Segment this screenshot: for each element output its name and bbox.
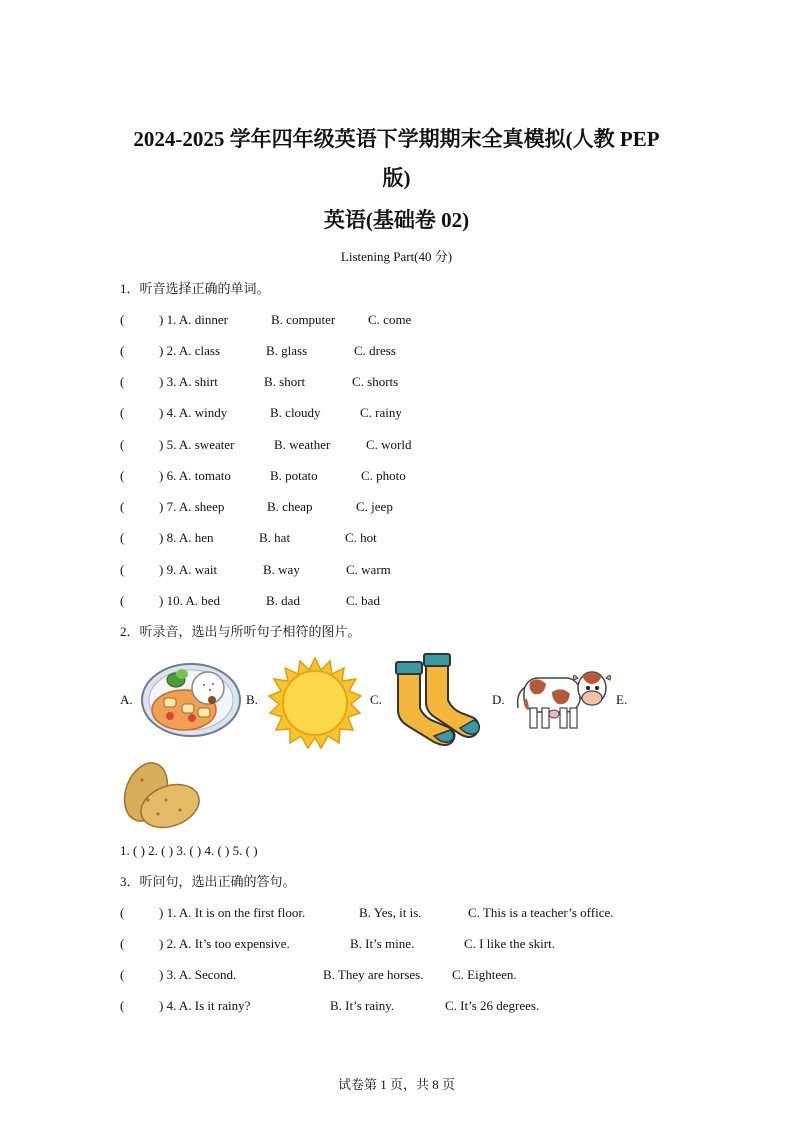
- option-a: ) 2. A. It’s too expensive.: [159, 936, 290, 951]
- image-label-d: D.: [492, 692, 505, 707]
- answer-bracket: (: [120, 405, 125, 420]
- answer-bracket: (: [120, 936, 125, 951]
- option-a: ) 1. A. It is on the first floor.: [159, 905, 306, 920]
- image-label-c: C.: [370, 692, 382, 707]
- page-footer: 试卷第 1 页，共 8 页: [337, 1077, 455, 1092]
- option-c: C. I like the skirt.: [464, 936, 555, 951]
- answer-bracket: (: [120, 312, 125, 327]
- answer-bracket: (: [120, 967, 125, 982]
- exam-title-line-2: 版): [382, 166, 411, 190]
- option-b: B. It’s rainy.: [330, 998, 395, 1013]
- listening-part-subtitle: Listening Part(40 分): [340, 249, 453, 264]
- answer-bracket: (: [120, 437, 125, 452]
- option-a: ) 3. A. shirt: [159, 374, 218, 389]
- image-label-a: A.: [120, 692, 133, 707]
- option-a: ) 4. A. Is it rainy?: [159, 998, 251, 1013]
- option-a: ) 10. A. bed: [159, 593, 221, 608]
- option-c: C. bad: [346, 593, 380, 608]
- option-c: C. come: [368, 312, 412, 327]
- option-b: B. short: [264, 374, 306, 389]
- answer-bracket: (: [120, 374, 125, 389]
- option-c: C. This is a teacher’s office.: [468, 905, 614, 920]
- option-b: B. Yes, it is.: [359, 905, 422, 920]
- option-b: B. cloudy: [270, 405, 321, 420]
- potatoes-icon: [118, 760, 202, 832]
- section-2-heading: 2．听录音，选出与所听句子相符的图片。: [120, 624, 361, 639]
- option-a: ) 1. A. dinner: [159, 312, 228, 327]
- answer-bracket: (: [120, 998, 125, 1013]
- image-label-e: E.: [616, 692, 628, 707]
- option-c: C. shorts: [352, 374, 399, 389]
- option-b: B. way: [263, 562, 300, 577]
- answer-bracket: (: [120, 562, 125, 577]
- exam-title-line-3: 英语(基础卷 02): [323, 208, 470, 232]
- option-a: ) 7. A. sheep: [159, 499, 225, 514]
- option-a: ) 6. A. tomato: [159, 468, 231, 483]
- section-1-heading: 1．听音选择正确的单词。: [120, 281, 270, 296]
- socks-icon: [390, 652, 482, 748]
- image-answer-blanks: 1. ( ) 2. ( ) 3. ( ) 4. ( ) 5. ( ): [120, 843, 258, 858]
- answer-bracket: (: [120, 593, 125, 608]
- option-c: C. world: [366, 437, 412, 452]
- food-plate-icon: [140, 660, 242, 738]
- option-a: ) 5. A. sweater: [159, 437, 235, 452]
- option-a: ) 4. A. windy: [159, 405, 228, 420]
- option-a: ) 9. A. wait: [159, 562, 218, 577]
- option-c: C. photo: [361, 468, 406, 483]
- option-a: ) 3. A. Second.: [159, 967, 237, 982]
- sun-icon: [268, 656, 362, 750]
- option-b: B. cheap: [267, 499, 313, 514]
- section-3-heading: 3．听问句，选出正确的答句。: [120, 874, 296, 889]
- option-c: C. rainy: [360, 405, 402, 420]
- exam-title-line-1: 2024-2025 学年四年级英语下学期期末全真模拟(人教 PEP: [133, 127, 660, 151]
- option-b: B. It’s mine.: [350, 936, 415, 951]
- answer-bracket: (: [120, 343, 125, 358]
- answer-bracket: (: [120, 499, 125, 514]
- answer-bracket: (: [120, 905, 125, 920]
- option-c: C. jeep: [356, 499, 393, 514]
- answer-bracket: (: [120, 530, 125, 545]
- option-c: C. It’s 26 degrees.: [445, 998, 540, 1013]
- option-b: B. hat: [259, 530, 291, 545]
- option-b: B. dad: [266, 593, 300, 608]
- option-b: B. They are horses.: [323, 967, 424, 982]
- answer-bracket: (: [120, 468, 125, 483]
- image-label-b: B.: [246, 692, 258, 707]
- option-c: C. dress: [354, 343, 396, 358]
- option-b: B. weather: [274, 437, 331, 452]
- cow-icon: [512, 664, 612, 734]
- option-b: B. computer: [271, 312, 336, 327]
- option-a: ) 2. A. class: [159, 343, 221, 358]
- option-c: C. hot: [345, 530, 377, 545]
- option-b: B. glass: [266, 343, 308, 358]
- option-b: B. potato: [270, 468, 318, 483]
- option-a: ) 8. A. hen: [159, 530, 214, 545]
- option-c: C. warm: [346, 562, 391, 577]
- option-c: C. Eighteen.: [452, 967, 517, 982]
